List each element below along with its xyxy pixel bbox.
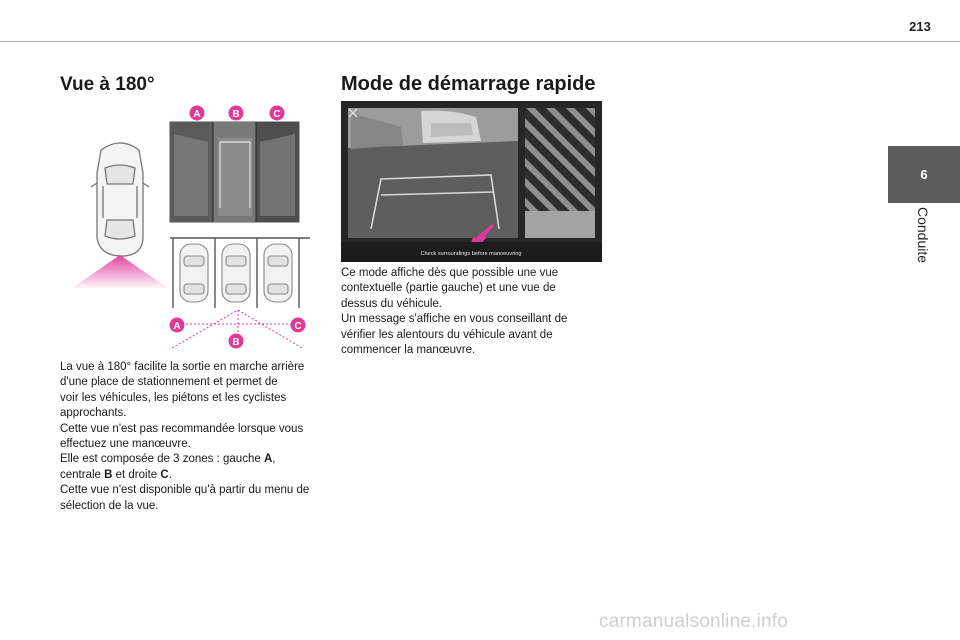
rear-camera-view bbox=[348, 108, 518, 238]
header-rule bbox=[0, 41, 960, 42]
badge-top-a: A bbox=[193, 109, 201, 120]
section-title-quick-start: Mode de démarrage rapide bbox=[341, 73, 596, 95]
quick-start-description bbox=[341, 266, 603, 358]
zone-b-label: B bbox=[104, 468, 113, 481]
180-view-illustration bbox=[60, 98, 322, 356]
paragraph: Cette vue n'est pas recommandée lorsque vous effectuez une manœuvre. bbox=[60, 422, 304, 451]
watermark-link[interactable]: carmanualsonline.info bbox=[599, 611, 789, 632]
quick-start-camera-screen bbox=[341, 101, 602, 262]
rear-camera-cone bbox=[72, 255, 168, 288]
camera-message: Check surroundings before manoeuvring bbox=[420, 251, 522, 257]
camera-split-view bbox=[170, 122, 299, 222]
paragraph: Ce mode affiche dès que possible une vue contextuelle (partie gauche) et une vue de dessus du véhicule. bbox=[341, 267, 559, 310]
paragraph: Cette vue n'est disponible qu'à partir du menu de sélection de la vue. bbox=[60, 484, 310, 512]
paragraph: La vue à 180° facilite la sortie en marche arrière d'une place de stationnement et permet de voir les véhicules, les piétons et les cyclistes approchants. bbox=[60, 361, 305, 420]
badge-bottom-c: C bbox=[294, 321, 302, 332]
badge-top-c: C bbox=[273, 109, 281, 120]
badge-bottom-b: B bbox=[232, 337, 240, 348]
paragraph: Un message s'affiche en vous conseillant de vérifier les alentours du véhicule avant de commencer la manœuvre. bbox=[341, 313, 568, 357]
badge-top-b: B bbox=[232, 109, 240, 120]
section-title-180-view: Vue à 180° bbox=[60, 74, 155, 95]
chapter-number: 6 bbox=[920, 167, 928, 182]
car-top-view bbox=[91, 143, 149, 256]
chapter-tab[interactable] bbox=[888, 146, 960, 203]
180-view-description bbox=[60, 360, 328, 514]
badge-bottom-a: A bbox=[173, 321, 181, 332]
zone-c-label: C bbox=[160, 468, 169, 481]
page-number: 213 bbox=[909, 19, 931, 34]
paragraph-zones: Elle est composée de 3 zones : gauche A, centrale B et droite C. bbox=[60, 453, 276, 481]
parked-cars bbox=[180, 244, 292, 302]
zone-a-label: A bbox=[263, 453, 273, 466]
chapter-title: Conduite bbox=[915, 207, 931, 264]
top-view-placeholder bbox=[525, 108, 595, 238]
chapter-label bbox=[893, 207, 953, 287]
